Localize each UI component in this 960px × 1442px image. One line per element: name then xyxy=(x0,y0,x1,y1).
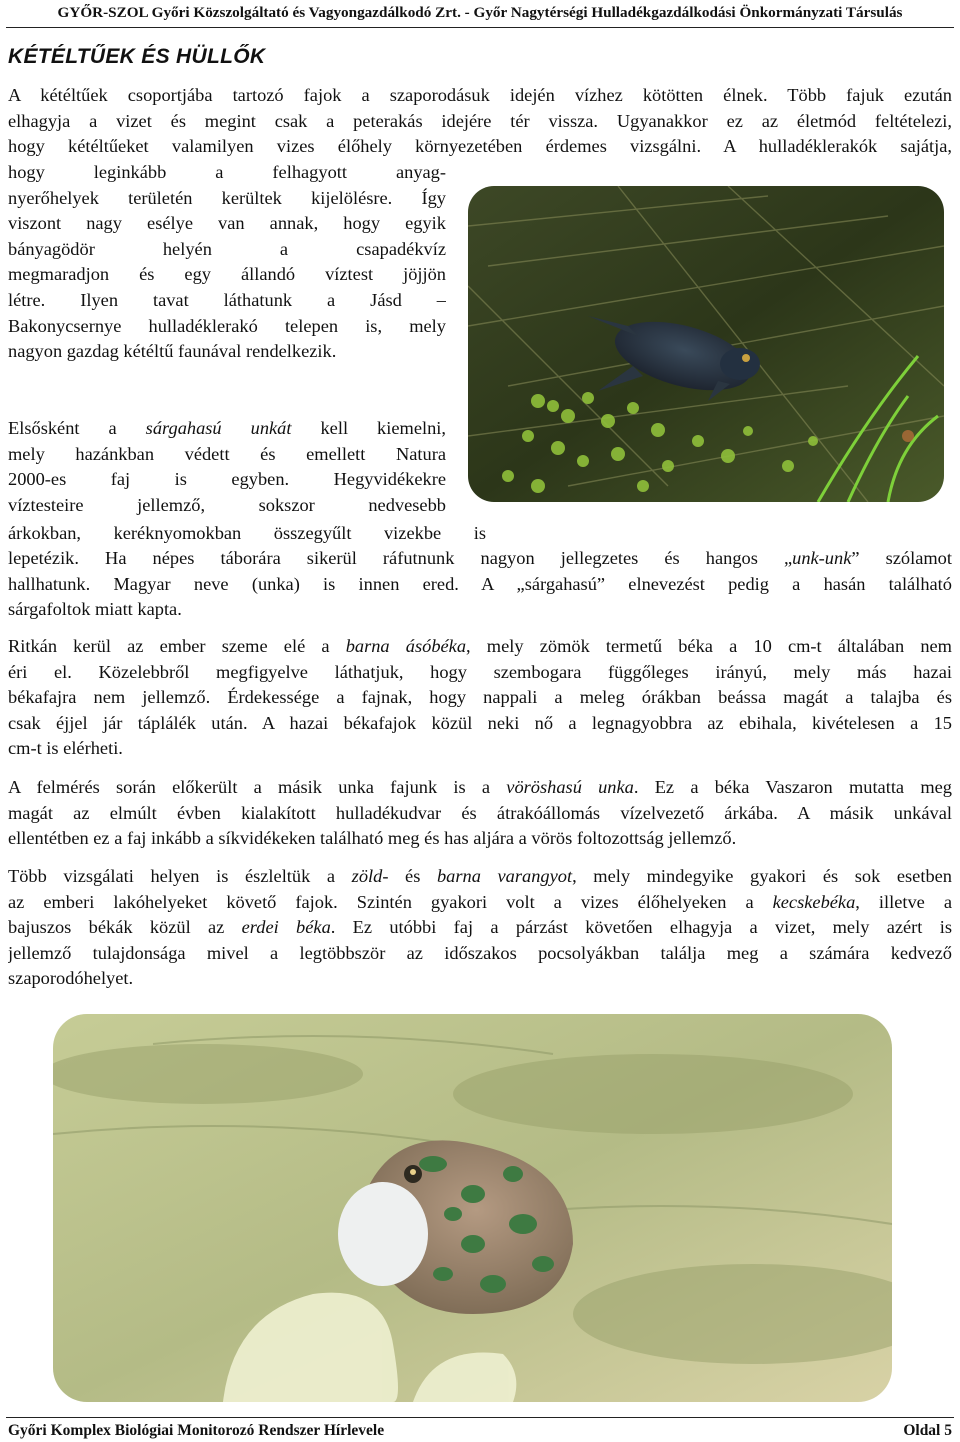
varangy-line: bajuszos békák közül az erdei béka. Ez utóbbi faj a párzást követően elhagyja a vizet, mely azért is xyxy=(8,917,952,938)
unka-line: víztesteire jellemző, sokszor nedvesebb xyxy=(8,494,446,515)
intro-line: létre. Ilyen tavat láthatunk a Jásd – xyxy=(8,289,446,310)
page-footer xyxy=(8,1421,952,1441)
asobeka-line: csak éjjel jár táplálék után. A hazai békafajok közül neki nő a legnagyobbra az ebihala, kivételesen a 15 xyxy=(8,712,952,733)
intro-line: megmaradjon és egy állandó víztest jöjjön xyxy=(8,264,446,285)
voroshasu-line: magát az elmúlt évben kialakított hulladékudvar és átrakóállomás vízelvezető árkába. A másik unkával xyxy=(8,802,952,823)
species-name: vöröshasú unka xyxy=(506,777,634,797)
intro-line: Bakonycsernye hulladéklerakó telepen is, mely xyxy=(8,315,446,336)
asobeka-paragraph xyxy=(8,634,952,762)
intro-line: elhagyja a vizet és megint csak a peterakás idejére tér vissza. Ugyanakkor ez az életmód feltételezi, xyxy=(8,110,952,131)
species-name: erdei béka xyxy=(241,917,331,938)
unka-line: hallhatunk. Magyar neve (unka) is innen ered. A „sárgahasú” elnevezést pedig a hasán található xyxy=(8,573,952,594)
species-name: zöld- xyxy=(351,866,389,886)
green-toad-photo xyxy=(53,1014,892,1402)
asobeka-line: cm-t is elérheti. xyxy=(8,738,123,759)
varangy-line: Több vizsgálati helyen is észleltük a zöld- és barna varangyot, mely mindegyike gyakori és sok esetben xyxy=(8,866,952,886)
varangy-paragraph xyxy=(8,864,952,992)
intro-line: nyerőhelyek területén kerültek kijelölésre. Így xyxy=(8,187,446,208)
intro-paragraph xyxy=(8,83,952,160)
intro-line: viszont nagy esélye van annak, hogy egyik xyxy=(8,213,446,234)
unka-paragraph-wrapped xyxy=(8,416,446,518)
unka-paragraph-middle xyxy=(8,521,486,547)
section-title: KÉTÉLTŰEK ÉS HÜLLŐK xyxy=(8,45,266,68)
unka-line: árkokban, keréknyomokban összegyűlt vizekbe is xyxy=(8,522,486,543)
asobeka-line: békafajra nem jellemző. Érdekessége a fajnak, hogy nappali a meleg órákban beássa magát a talajba és xyxy=(8,687,952,708)
intro-line: hogy kétéltűeket valamilyen vizes élőhely környezetében érdemes vizsgálni. A hulladéklerakók sajátja, xyxy=(8,136,952,157)
species-name: kecskebéka xyxy=(772,891,856,912)
varangy-line: szaporodóhelyet. xyxy=(8,968,134,989)
voroshasu-paragraph xyxy=(8,775,952,852)
call-sound: unk-unk xyxy=(792,548,852,568)
unka-line: mely hazánkban védett és emellett Natura xyxy=(8,443,446,464)
water-toad-illustration xyxy=(53,1014,892,1402)
voroshasu-line: ellentétben ez a faj inkább a síkvidékeken található meg és has aljára a vörös foltozottság jellemző. xyxy=(8,828,737,849)
unka-line: 2000-es faj is egyben. Hegyvidékekre xyxy=(8,469,446,490)
intro-line: nagyon gazdag kétéltű faunával rendelkezik. xyxy=(8,341,337,362)
footer-rule xyxy=(6,1417,954,1418)
asobeka-line: éri el. Közelebbről megfigyelve láthatjuk, hogy szembogara függőleges irányú, mely más hazai xyxy=(8,661,952,682)
intro-line: bányagödör helyén a csapadékvíz xyxy=(8,238,446,259)
page-header: GYŐR-SZOL Győri Közszolgáltató és Vagyongazdálkodó Zrt. - Győr Nagytérségi Hulladékgazdálkodási Önkormányzati Társulás xyxy=(57,4,903,21)
voroshasu-line: A felmérés során előkerült a másik unka fajunk is a vöröshasú unka. Ez a béka Vaszaron mutatta meg xyxy=(8,777,952,797)
unka-line: lepetézik. Ha népes táborára sikerül ráfutnunk nagyon jellegzetes és hangos „unk-unk” szólamot xyxy=(8,548,952,568)
unka-line: sárgafoltok miatt kapta. xyxy=(8,599,182,620)
yellow-bellied-toad-photo xyxy=(468,186,944,502)
unka-paragraph-full xyxy=(8,546,952,623)
page-number: Oldal 5 xyxy=(903,1422,952,1439)
intro-line: hogy leginkább a felhagyott anyag- xyxy=(8,162,446,182)
asobeka-line: Ritkán kerül az ember szeme elé a barna ásóbéka, mely zömök termetű béka a 10 cm-t általában nem xyxy=(8,636,952,656)
header-rule xyxy=(6,27,954,28)
intro-paragraph-wrapped xyxy=(8,160,446,365)
species-name: barna ásóbéka xyxy=(345,636,467,656)
species-name: barna varangyot xyxy=(436,866,573,886)
pond-toad-illustration xyxy=(468,186,944,502)
intro-line: A kétéltűek csoportjába tartozó fajok a szaporodásuk idején vízhez kötötten élnek. Több fajuk ezután xyxy=(8,85,952,105)
varangy-line: az emberi lakóhelyeket követő fajok. Szintén gyakori volt a vizes élőhelyeken a kecskebéka, illetve a xyxy=(8,891,952,912)
newsletter-title: Győri Komplex Biológiai Monitorozó Rendszer Hírlevele xyxy=(8,1422,385,1439)
species-name: sárgahasú unkát xyxy=(145,418,292,438)
unka-line: Elsősként a sárgahasú unkát kell kiemelni, xyxy=(8,418,446,438)
varangy-line: jellemző tulajdonsága mivel a legtöbbször az időszakos pocsolyákban találja meg a számára kedvező xyxy=(8,942,952,963)
